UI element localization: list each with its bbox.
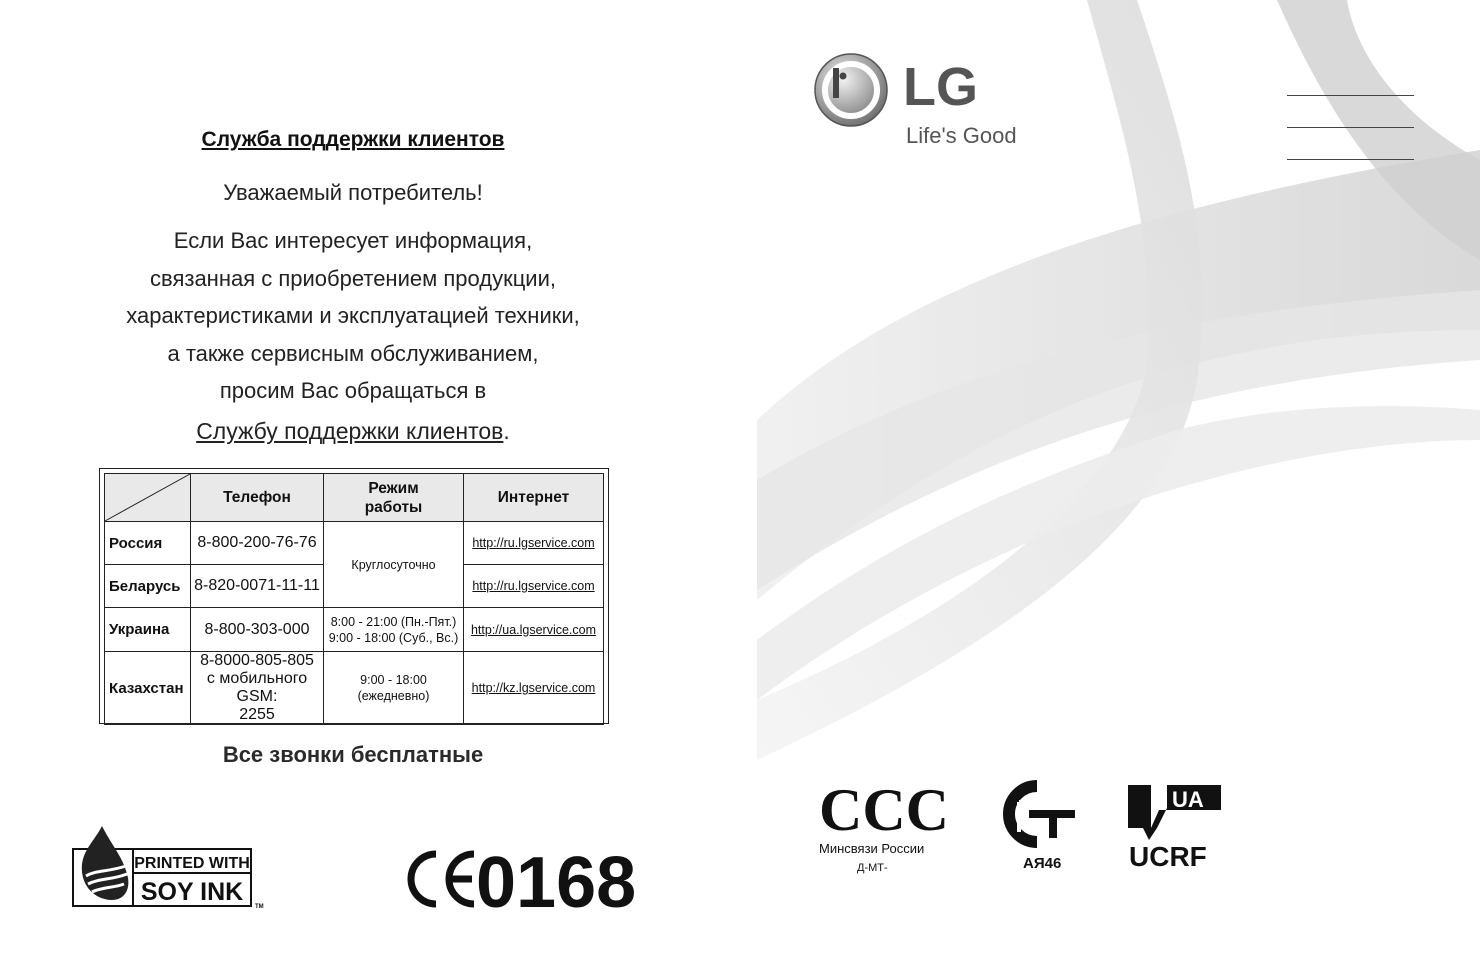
header-internet: Интернет [464, 474, 604, 522]
ua-text: UA [1172, 787, 1204, 812]
web-link[interactable]: http://ru.lgservice.com [464, 565, 604, 608]
ccc-code: Д-МТ- [857, 862, 888, 874]
service-link-line: Службу поддержки клиентов. [196, 418, 510, 444]
body-text [0, 222, 706, 410]
pct-code: АЯ46 [1023, 855, 1062, 872]
ucrf-mark [1128, 785, 1221, 872]
phone-cell: 8-800-303-000 [191, 608, 324, 652]
table-row [105, 522, 604, 565]
phone-cell: 8-800-200-76-76 [191, 522, 324, 565]
blank-line [1287, 127, 1414, 128]
free-calls-note: Все звонки бесплатные [222, 742, 484, 767]
certification-marks [757, 780, 1480, 880]
ccc-mark: CCC [819, 780, 949, 843]
country-cell: Россия [105, 522, 191, 565]
body-line: связанная с приобретением продукции, [150, 265, 556, 291]
web-link[interactable]: http://kz.lgservice.com [464, 652, 604, 725]
soy-ink-line2: SOY INK [140, 878, 244, 906]
salutation: Уважаемый потребитель! [223, 180, 483, 205]
header-phone: Телефон [191, 474, 324, 522]
body-line: просим Вас обращаться в [219, 378, 487, 403]
hours-cell: 9:00 - 18:00 (ежедневно) [324, 652, 464, 725]
body-line: а также сервисным обслуживанием, [167, 340, 539, 366]
lg-logo [813, 50, 1033, 150]
country-cell: Украина [105, 608, 191, 652]
blank-line [1287, 95, 1414, 96]
support-title: Служба поддержки клиентов [201, 128, 505, 151]
table-row [105, 608, 604, 652]
soy-ink-tm: TM [255, 904, 264, 910]
table-row [105, 652, 604, 725]
lg-tagline: Life's Good [906, 123, 1017, 148]
ccc-caption: Минсвязи России [819, 841, 925, 856]
body-line: характеристиками и эксплуатацией техники, [126, 303, 580, 328]
pct-mark [1009, 786, 1075, 872]
web-link[interactable]: http://ru.lgservice.com [464, 522, 604, 565]
soy-ink-logo [72, 824, 272, 910]
contacts-table [99, 468, 609, 724]
hours-cell: 8:00 - 21:00 (Пн.-Пят.) 9:00 - 18:00 (Суб., Вс.) [324, 608, 464, 652]
front-cover-page [757, 0, 1480, 978]
ce-mark [396, 834, 646, 920]
header-hours: Режим работы [324, 474, 464, 522]
ce-number: 0168 [476, 843, 637, 920]
country-cell: Казахстан [105, 652, 191, 725]
soy-ink-line1: PRINTED WITH [134, 855, 250, 872]
blank-line [1287, 159, 1414, 160]
body-line: Если Вас интересует информация, [173, 228, 533, 253]
service-link[interactable]: Службу поддержки клиентов [196, 418, 504, 444]
ucrf-text: UCRF [1129, 841, 1207, 872]
table-corner-cell [105, 474, 191, 522]
phone-cell: 8-820-0071-11-11 [191, 565, 324, 608]
hours-cell: Круглосуточно [324, 522, 464, 608]
lg-wordmark: LG [903, 57, 978, 117]
phone-cell: 8-8000-805-805 с мобильного GSM: 2255 [191, 652, 324, 725]
country-cell: Беларусь [105, 565, 191, 608]
web-link[interactable]: http://ua.lgservice.com [464, 608, 604, 652]
